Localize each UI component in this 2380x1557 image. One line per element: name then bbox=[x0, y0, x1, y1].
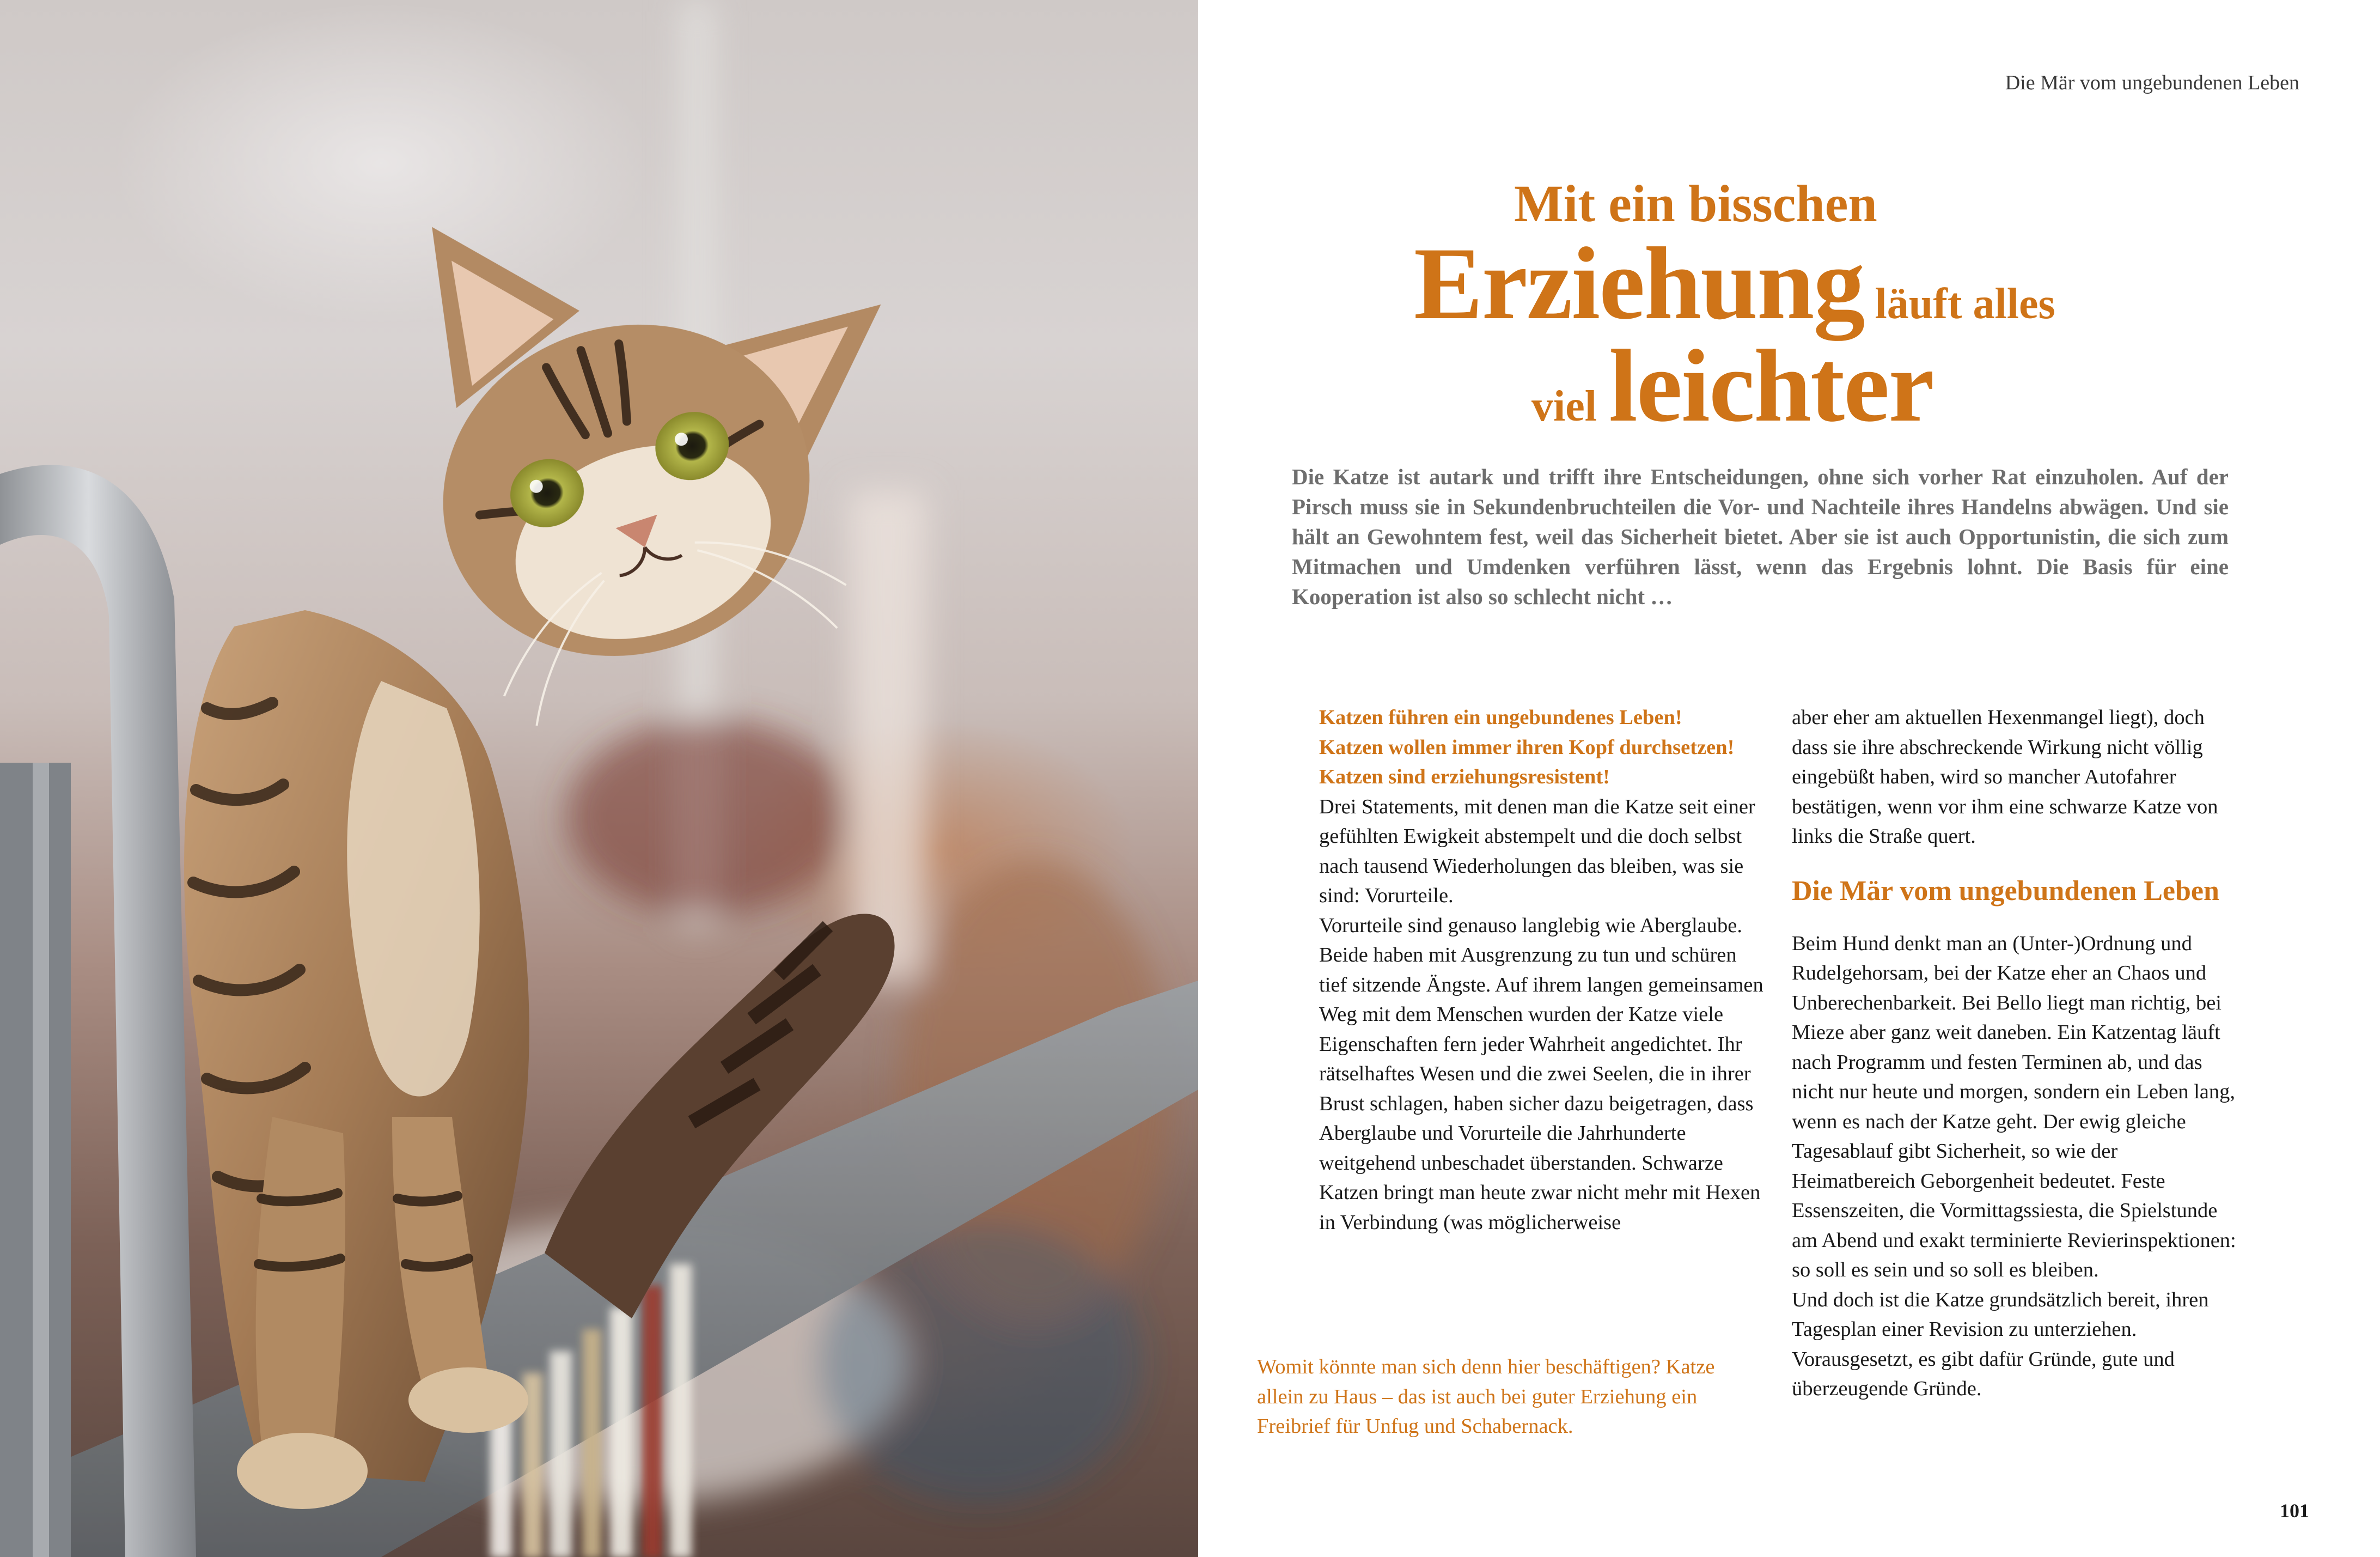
headline-line-1: Mit ein bisschen bbox=[1514, 174, 1877, 233]
body-paragraph: Und doch ist die Katze grundsätzlich bereit, ihren Tagesplan einer Revision zu unterziehen. Vorausgesetzt, es gibt dafür Gründe, gute und überzeugende Gründe. bbox=[1792, 1288, 2209, 1400]
body-column-2 bbox=[1792, 703, 2238, 1404]
photo-caption: Womit könnte man sich denn hier beschäftigen? Katze allein zu Haus – das ist auch bei guter Erziehung ein Freibrief für Unfug und Schabernack. bbox=[1257, 1355, 1715, 1438]
lead-statements bbox=[1319, 703, 1766, 792]
body-column-1 bbox=[1319, 703, 1766, 1237]
headline-words-laeuft-alles: läuft alles bbox=[1875, 280, 2055, 328]
body-paragraph: Drei Statements, mit denen man die Katze seit einer gefühlten Ewigkeit abstempelt und die doch selbst nach tausend Wiederholungen das bleiben, was sie sind: Vorurteile. bbox=[1319, 795, 1755, 907]
headline-line-3 bbox=[1531, 327, 1933, 446]
body-paragraph: Vorurteile sind genauso langlebig wie Aberglaube. Beide haben mit Ausgrenzung zu tun und schüren tief sitzende Ängste. Auf ihrem langen gemeinsamen Weg mit dem Menschen wurden der Katze viele Eigenschaften fern jeder Wahrheit angedichtet. Ihr rätselhaftes Wesen und die zwei Seelen, die in ihrer Brust schlagen, haben sicher dazu beigetragen, dass Aberglaube und Vorurteile die Jahrhunderte weitgehend unbeschadet überstanden. Schwarze Katzen bringt man heute zwar nicht mehr mit Hexen in Verbindung (was möglicherweise bbox=[1319, 914, 1763, 1234]
lead-statement: Katzen sind erziehungsresistent! bbox=[1319, 765, 1610, 788]
lead-statement: Katzen wollen immer ihren Kopf durchsetzen! bbox=[1319, 735, 1735, 759]
page-number: 101 bbox=[2280, 1500, 2309, 1522]
headline-line-2 bbox=[1414, 224, 2055, 343]
body-paragraph: Beim Hund denkt man an (Unter-)Ordnung und Rudelgehorsam, bei der Katze eher an Chaos und Unberechenbarkeit. Bei Bello liegt man richtig, bei Mieze aber ganz weit daneben. Ein Katzentag läuft nach Programm und festen Terminen ab, und das nicht nur heute und morgen, sondern ein Leben lang, wenn es nach der Katze geht. Der ewig gleiche Tagesablauf gibt Sicherheit, so wie der Heimatbereich Geborgenheit bedeutet. Feste Essenszeiten, die Vormittagssiesta, die Spielstunde am Abend und exakt terminierte Revierinspektionen: so soll es sein und so soll es bleiben. bbox=[1792, 932, 2236, 1281]
running-head: Die Mär vom ungebundenen Leben bbox=[2005, 71, 2299, 94]
lead-statement: Katzen führen ein ungebundenes Leben! bbox=[1319, 706, 1682, 729]
text-page bbox=[1198, 0, 2380, 1557]
intro-paragraph: Die Katze ist autark und trifft ihre Entscheidungen, ohne sich vorher Rat einzuholen. Auf der Pirsch muss sie in Sekundenbruchteilen die Vor- und Nachteile ihres Handelns abwägen. Und sie hält an Gewohntem fest, weil das Sicherheit bietet. Aber sie ist auch Opportunistin, die sich zum Mitmachen und Umdenken verführen lässt, wenn das Ergebnis lohnt. Die Basis für eine Kooperation ist also so schlecht nicht … bbox=[1292, 464, 2229, 609]
section-subhead: Die Mär vom ungebundenen Leben bbox=[1792, 875, 2219, 907]
headline-word-leichter: leichter bbox=[1608, 329, 1933, 443]
body-paragraph: aber eher am aktuellen Hexenmangel liegt), doch dass sie ihre abschreckende Wirkung nicht völlig eingebüßt haben, wird so mancher Autofahrer bestätigen, wenn vor ihm eine schwarze Katze von links die Straße quert. bbox=[1792, 706, 2218, 848]
headline-word-viel: viel bbox=[1531, 382, 1597, 430]
headline-word-erziehung: Erziehung bbox=[1414, 227, 1864, 341]
